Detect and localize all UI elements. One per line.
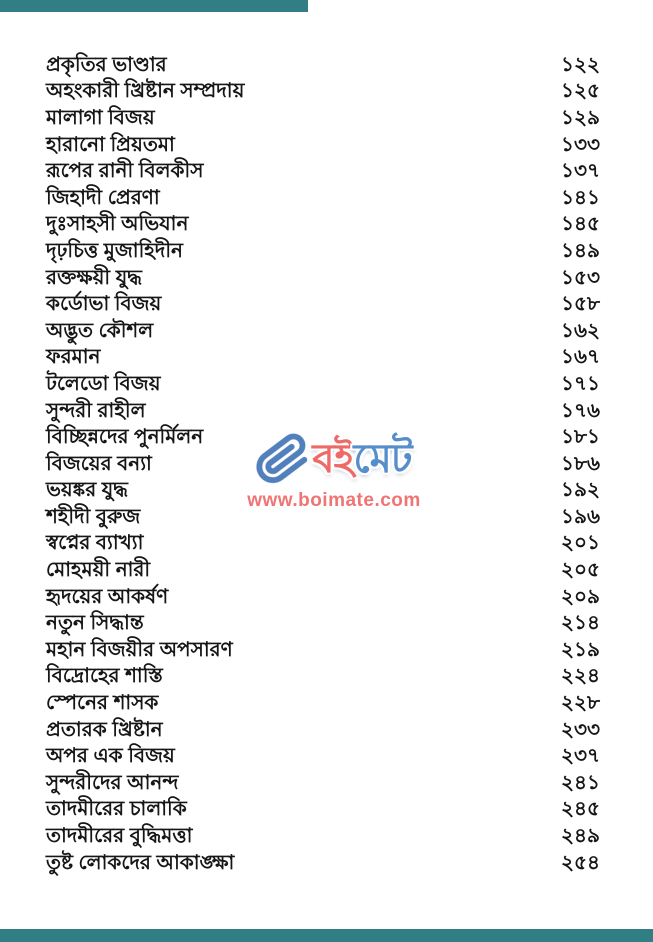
toc-entry-title: নতুন সিদ্ধান্ত — [46, 612, 144, 635]
toc-entry-page-number: ১২৫ — [561, 80, 600, 103]
toc-entry-page-number: ২৫৪ — [561, 851, 600, 874]
toc-entry-title: শহীদী বুরুজ — [46, 505, 141, 528]
toc-row — [46, 452, 600, 479]
toc-entry-title: দৃঢ়চিত্ত মুজাহিদীন — [46, 239, 183, 262]
toc-entry-title: অহংকারী খ্রিষ্টান সম্প্রদায় — [46, 80, 245, 103]
toc-entry-page-number: ২৪৯ — [561, 825, 600, 848]
toc-entry-title: অপর এক বিজয় — [46, 745, 175, 768]
toc-entry-page-number: ১৪৯ — [561, 239, 600, 262]
toc-entry-title: প্রকৃতির ভাণ্ডার — [46, 53, 167, 76]
toc-entry-title: স্বপ্নের ব্যাখ্যা — [46, 532, 144, 555]
toc-entry-page-number: ১৫৩ — [561, 266, 600, 289]
watermark-url: www.boimate.com — [247, 490, 421, 511]
toc-entry-title: ভয়ঙ্কর যুদ্ধ — [46, 479, 128, 502]
toc-entry-title: মোহময়ী নারী — [46, 559, 151, 582]
toc-entry-page-number: ১২৯ — [561, 106, 600, 129]
toc-entry-page-number: ২১৪ — [561, 612, 600, 635]
toc-entry-page-number: ১৩৩ — [561, 133, 600, 156]
toc-entry-page-number: ১২২ — [561, 53, 600, 76]
toc-entry-page-number: ২০৯ — [561, 585, 600, 608]
toc-entry-page-number: ১৪৫ — [561, 213, 600, 236]
toc-entry-title: সুন্দরীদের আনন্দ — [46, 771, 179, 794]
toc-entry-title: রূপের রানী বিলকীস — [46, 160, 204, 183]
toc-entry-title: স্পেনের শাসক — [46, 692, 159, 715]
toc-entry-page-number: ২৩৭ — [560, 745, 600, 768]
page-top-edge-bar — [0, 0, 308, 12]
toc-entry-title: দুঃসাহসী অভিযান — [46, 213, 189, 236]
logo-text-part1: বই — [312, 437, 354, 481]
toc-entry-title: তুষ্ট লোকদের আকাঙ্ক্ষা — [46, 851, 235, 874]
toc-entry-page-number: ১৪১ — [561, 186, 600, 209]
toc-entry-page-number: ১৬৭ — [561, 346, 600, 369]
toc-entry-page-number: ২৩৩ — [560, 718, 600, 741]
toc-entry-page-number: ১৯২ — [561, 479, 600, 502]
logo-text-part2: মেট — [353, 437, 412, 481]
toc-entry-page-number: ২১৯ — [561, 638, 600, 661]
toc-entry-title: তাদমীরের চালাকি — [46, 798, 187, 821]
toc-entry-title: বিচ্ছিন্নদের পুনর্মিলন — [46, 426, 204, 449]
toc-entry-page-number: ২০১ — [561, 532, 600, 555]
toc-entry-page-number: ১৭৬ — [561, 399, 600, 422]
toc-entry-page-number: ২৪১ — [561, 771, 600, 794]
toc-entry-title: বিদ্রোহের শাস্তি — [46, 665, 163, 688]
toc-entry-page-number: ২০৫ — [561, 559, 600, 582]
toc-entry-page-number: ১৯৬ — [561, 505, 600, 528]
toc-entry-page-number: ১৬২ — [561, 319, 600, 342]
toc-entry-title: ফরমান — [46, 346, 101, 369]
toc-entry-title: জিহাদী প্রেরণা — [46, 186, 160, 209]
page-bottom-edge-bar — [0, 929, 653, 942]
toc-list — [46, 53, 600, 877]
toc-row — [46, 319, 600, 346]
toc-entry-page-number: ১৮১ — [561, 426, 600, 449]
toc-entry-page-number: ২৪৫ — [561, 798, 600, 821]
toc-entry-page-number: ২২৪ — [561, 665, 600, 688]
toc-row — [46, 851, 600, 878]
toc-entry-page-number: ১৭১ — [561, 372, 600, 395]
toc-entry-title: টলেডো বিজয় — [46, 372, 161, 395]
toc-entry-title: হারানো প্রিয়তমা — [46, 133, 175, 156]
toc-entry-title: রক্তক্ষয়ী যুদ্ধ — [46, 266, 142, 289]
toc-entry-title: প্রতারক খ্রিষ্টান — [46, 718, 163, 741]
toc-entry-title: অদ্ভুত কৌশল — [46, 319, 154, 342]
toc-entry-page-number: ১৩৭ — [561, 160, 600, 183]
toc-entry-title: মহান বিজয়ীর অপসারণ — [46, 638, 233, 661]
toc-entry-title: হৃদয়ের আকর্ষণ — [46, 585, 169, 608]
toc-entry-title: কর্ডোভা বিজয় — [46, 293, 162, 316]
toc-entry-title: সুন্দরী রাহীল — [46, 399, 146, 422]
toc-entry-title: বিজয়ের বন্যা — [46, 452, 152, 475]
toc-entry-page-number: ১৫৮ — [561, 293, 600, 316]
toc-entry-page-number: ১৮৬ — [561, 452, 600, 475]
toc-entry-page-number: ২২৮ — [561, 692, 600, 715]
toc-entry-title: তাদমীরের বুদ্ধিমত্তা — [46, 825, 193, 848]
toc-entry-title: মালাগা বিজয় — [46, 106, 155, 129]
